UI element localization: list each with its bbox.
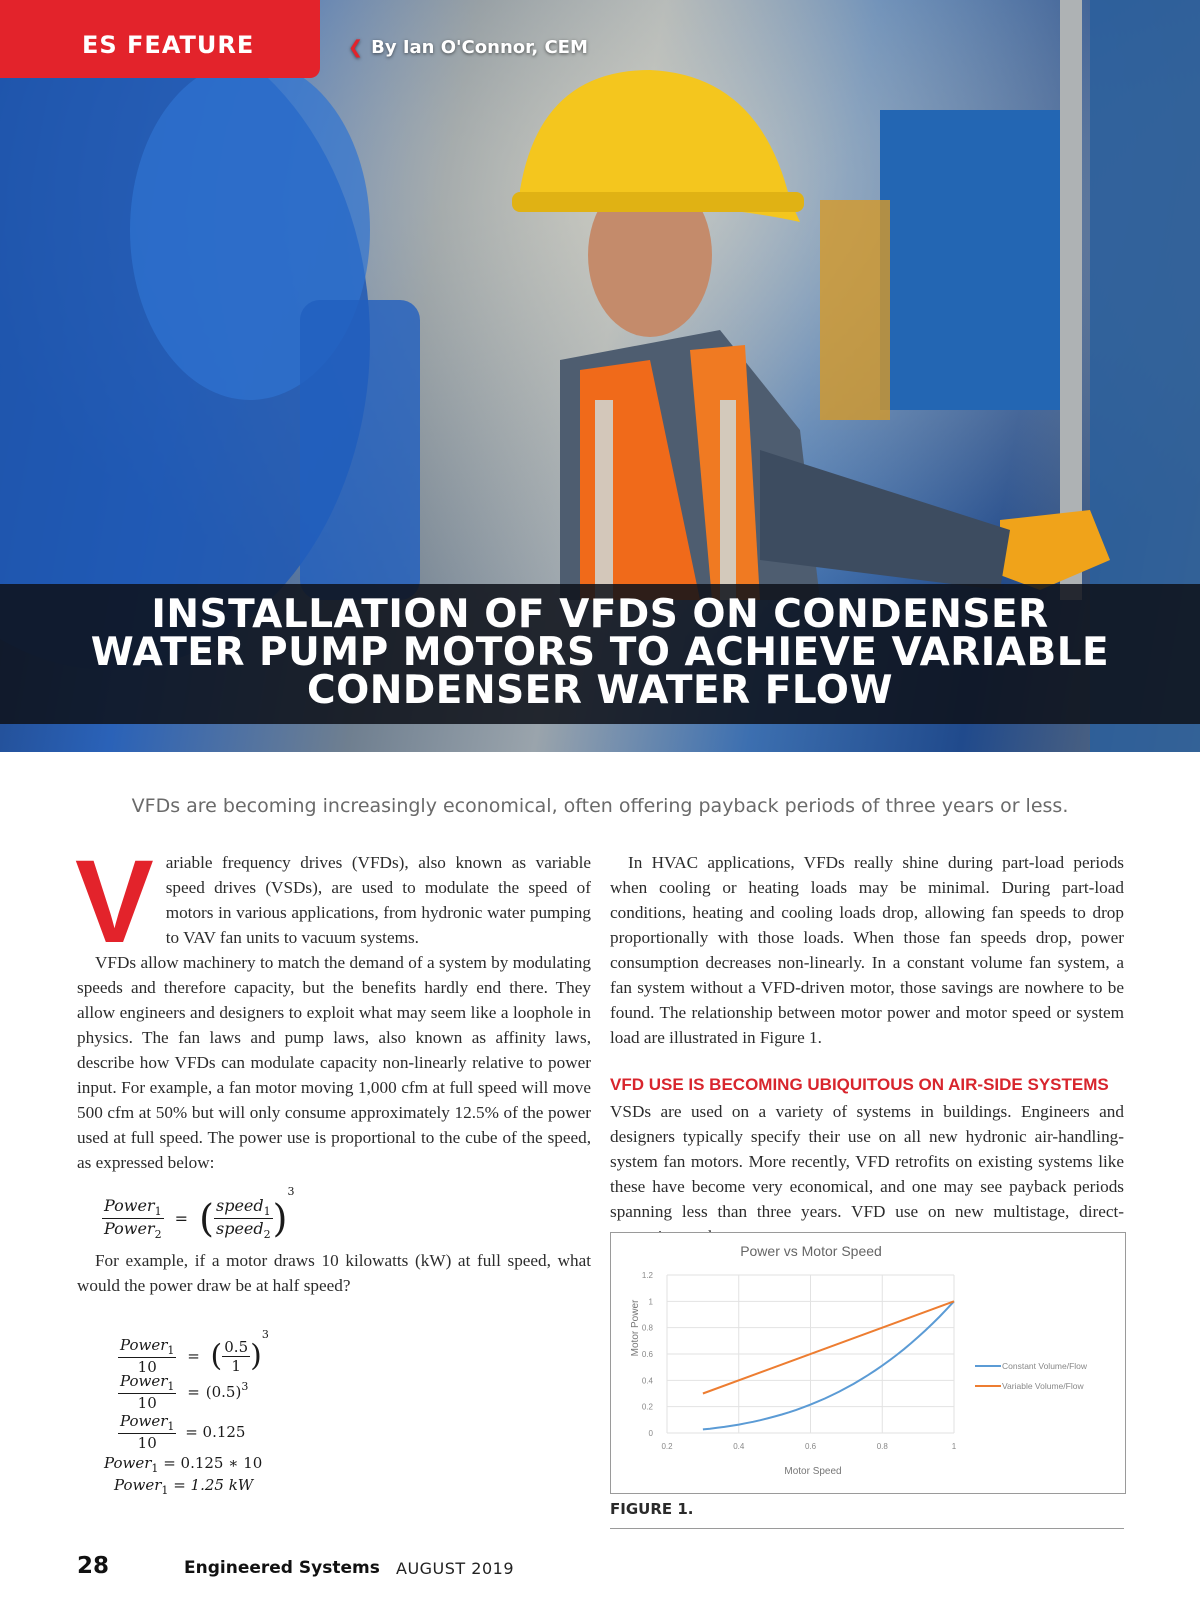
eq-term: speed — [215, 1195, 264, 1215]
chart-legend — [975, 1361, 1088, 1391]
x-tick-label: 1 — [951, 1442, 957, 1451]
eq-term: Power — [120, 1372, 168, 1390]
right-column — [610, 850, 1124, 1249]
eq-equals: = — [187, 1383, 200, 1401]
intro-text: ariable frequency drives (VFDs), also known as variable speed drives (VSDs), are used to modulate the speed of motors in various applications, from hydronic water pumping to VAV fan units to vacuum systems. — [165, 853, 591, 947]
article-title — [0, 584, 1200, 713]
byline-text: By Ian O'Connor, CEM — [371, 37, 588, 58]
eq-sub: 2 — [263, 1228, 271, 1242]
y-tick-label: 0.2 — [641, 1402, 653, 1412]
left-column-continued — [77, 1248, 591, 1298]
eq-sub: 1 — [167, 1380, 175, 1393]
legend-label: Variable Volume/Flow — [1002, 1381, 1084, 1391]
example-line-2 — [118, 1372, 269, 1412]
eq-sub: 1 — [154, 1205, 162, 1218]
eq-term: 10 — [137, 1394, 157, 1412]
y-tick-label: 0 — [648, 1429, 653, 1438]
eq-term: = 0.125 — [185, 1423, 246, 1441]
eq-term: = 1.25 kW — [173, 1476, 254, 1494]
eq-term: speed — [215, 1219, 264, 1238]
chart-x-ticks — [661, 1442, 956, 1451]
worked-example-equations — [104, 1328, 269, 1498]
magazine-name: Engineered Systems — [184, 1558, 380, 1578]
example-line-4 — [104, 1454, 269, 1476]
eq-term: 10 — [137, 1358, 157, 1376]
chart-title: Power vs Motor Speed — [740, 1243, 882, 1259]
eq-paren-close: ) — [272, 1196, 288, 1241]
eq-exponent: 3 — [287, 1185, 295, 1198]
eq-exponent: 3 — [261, 1328, 269, 1341]
article-deck: VFDs are becoming increasingly economical, often offering payback periods of three years or less. — [131, 795, 1069, 817]
figure-caption: FIGURE 1. — [610, 1500, 694, 1518]
x-tick-label: 0.8 — [876, 1442, 888, 1451]
eq-term: Power — [104, 1454, 152, 1472]
y-tick-label: 1.2 — [641, 1271, 653, 1280]
chevron-left-icon: ❮ — [348, 37, 364, 58]
intro-paragraph — [75, 836, 591, 968]
title-line: INSTALLATION OF VFDS ON CONDENSER — [151, 592, 1049, 637]
speed-ratio — [214, 1196, 273, 1241]
body-paragraph: In HVAC applications, VFDs really shine during part-load periods when cooling or heating loads may be minimal. During part-load conditions, heating and cooling loads drop, allowing fan speeds to drop proportionally with those loads. When those fan speeds drop, power consumption decreases non-linearly. In a constant volume fan system, a fan system without a VFD-driven motor, those savings are nowhere to be found. The relationship between motor power and motor speed or system load are illustrated in Figure 1. — [610, 853, 1124, 1047]
section-tag — [0, 0, 320, 78]
eq-term: Power — [120, 1336, 168, 1354]
eq-term: Power — [104, 1219, 155, 1238]
eq-sub: 1 — [161, 1484, 169, 1497]
example-line-1: $\frac{Power_1}{10}$ = ( $\frac{0.5}{1}$ )$^3$ — [120, 1328, 269, 1376]
title-band — [0, 584, 1200, 724]
body-paragraph: For example, if a motor draws 10 kilowatts (kW) at full speed, what would the power draw be at half speed? — [77, 1251, 591, 1295]
y-tick-label: 0.4 — [641, 1376, 653, 1386]
eq-term: 1 — [231, 1356, 241, 1375]
example-line-5 — [114, 1476, 269, 1498]
eq-sub: 2 — [154, 1228, 162, 1242]
issue-date: AUGUST 2019 — [396, 1559, 514, 1578]
chart-y-axis-label: Motor Power — [630, 1299, 641, 1357]
figure-rule — [610, 1528, 1124, 1529]
page-number: 28 — [77, 1553, 110, 1579]
section-tag-label: ES FEATURE — [82, 31, 255, 59]
eq-term: Power — [114, 1476, 162, 1494]
affinity-law-equation — [102, 1185, 294, 1241]
y-tick-label: 1 — [648, 1297, 653, 1307]
eq-sub: 1 — [167, 1420, 175, 1433]
drop-cap: V — [75, 836, 154, 968]
body-paragraph: VSDs are used on a variety of systems in buildings. Engineers and designers typically specify their use on all new hydronic air-handling-system fan motors. More recently, VFD retrofits on existing systems like these have become very economical, and one may see payback periods spanning less than three years. VFD use on new multistage, direct- — [610, 1102, 1124, 1221]
figure-1-chart — [610, 1232, 1126, 1494]
y-tick-label: 0.6 — [641, 1350, 653, 1359]
x-tick-label: 0.2 — [661, 1442, 673, 1451]
eq-sub: 1 — [151, 1462, 159, 1475]
chart-x-axis-label: Motor Speed — [784, 1466, 842, 1477]
eq-term: (0.5) — [205, 1383, 242, 1401]
body-paragraph: VFDs allow machinery to match the demand of a system by modulating speeds and therefore capacity, but the benefits hardly end there. They allow engineers and designers to exploit what may seem like a loophole in physics. The fan laws and pump laws, also known as affinity laws, describe how VFDs can modulate capacity non-linearly relative to power input. For example, a fan motor moving 1,000 cfm at full speed will move 500 cfm at 50% but will only consume approximately 12.5% of the power used at full speed. The power use is proportional to the cube of the speed, as expressed below: — [77, 953, 591, 1172]
byline — [348, 37, 588, 58]
section-subhead: VFD USE IS BECOMING UBIQUITOUS ON AIR-SIDE SYSTEMS — [610, 1075, 1109, 1094]
eq-term: Power — [104, 1195, 155, 1215]
hero-photo — [0, 0, 1200, 752]
x-tick-label: 0.6 — [804, 1442, 817, 1451]
y-tick-label: 0.8 — [641, 1323, 653, 1333]
power-vs-speed-chart — [611, 1233, 1125, 1493]
title-line: WATER PUMP MOTORS TO ACHIEVE VARIABLE — [90, 630, 1110, 675]
eq-sub: 1 — [167, 1344, 175, 1357]
eq-exponent: 3 — [241, 1380, 249, 1393]
title-line: CONDENSER WATER FLOW — [307, 668, 893, 713]
eq-term: 0.5 — [224, 1337, 249, 1356]
x-tick-label: 0.4 — [733, 1442, 745, 1451]
example-line-3 — [118, 1412, 269, 1454]
series-line-2 — [703, 1301, 954, 1393]
chart-y-ticks — [642, 1271, 654, 1438]
chart-series — [703, 1301, 954, 1429]
eq-sub: 1 — [263, 1205, 271, 1218]
power-ratio — [102, 1196, 164, 1241]
eq-term: = 0.125 ∗ 10 — [163, 1454, 263, 1472]
eq-term: 10 — [137, 1434, 157, 1452]
legend-label: Constant Volume/Flow — [1002, 1361, 1088, 1371]
eq-equals: = — [187, 1347, 200, 1365]
eq-equals: = — [174, 1209, 189, 1228]
eq-term: Power — [120, 1412, 168, 1430]
eq-paren-open: ( — [199, 1196, 214, 1241]
series-line-1 — [703, 1301, 954, 1429]
left-column — [75, 836, 591, 1175]
